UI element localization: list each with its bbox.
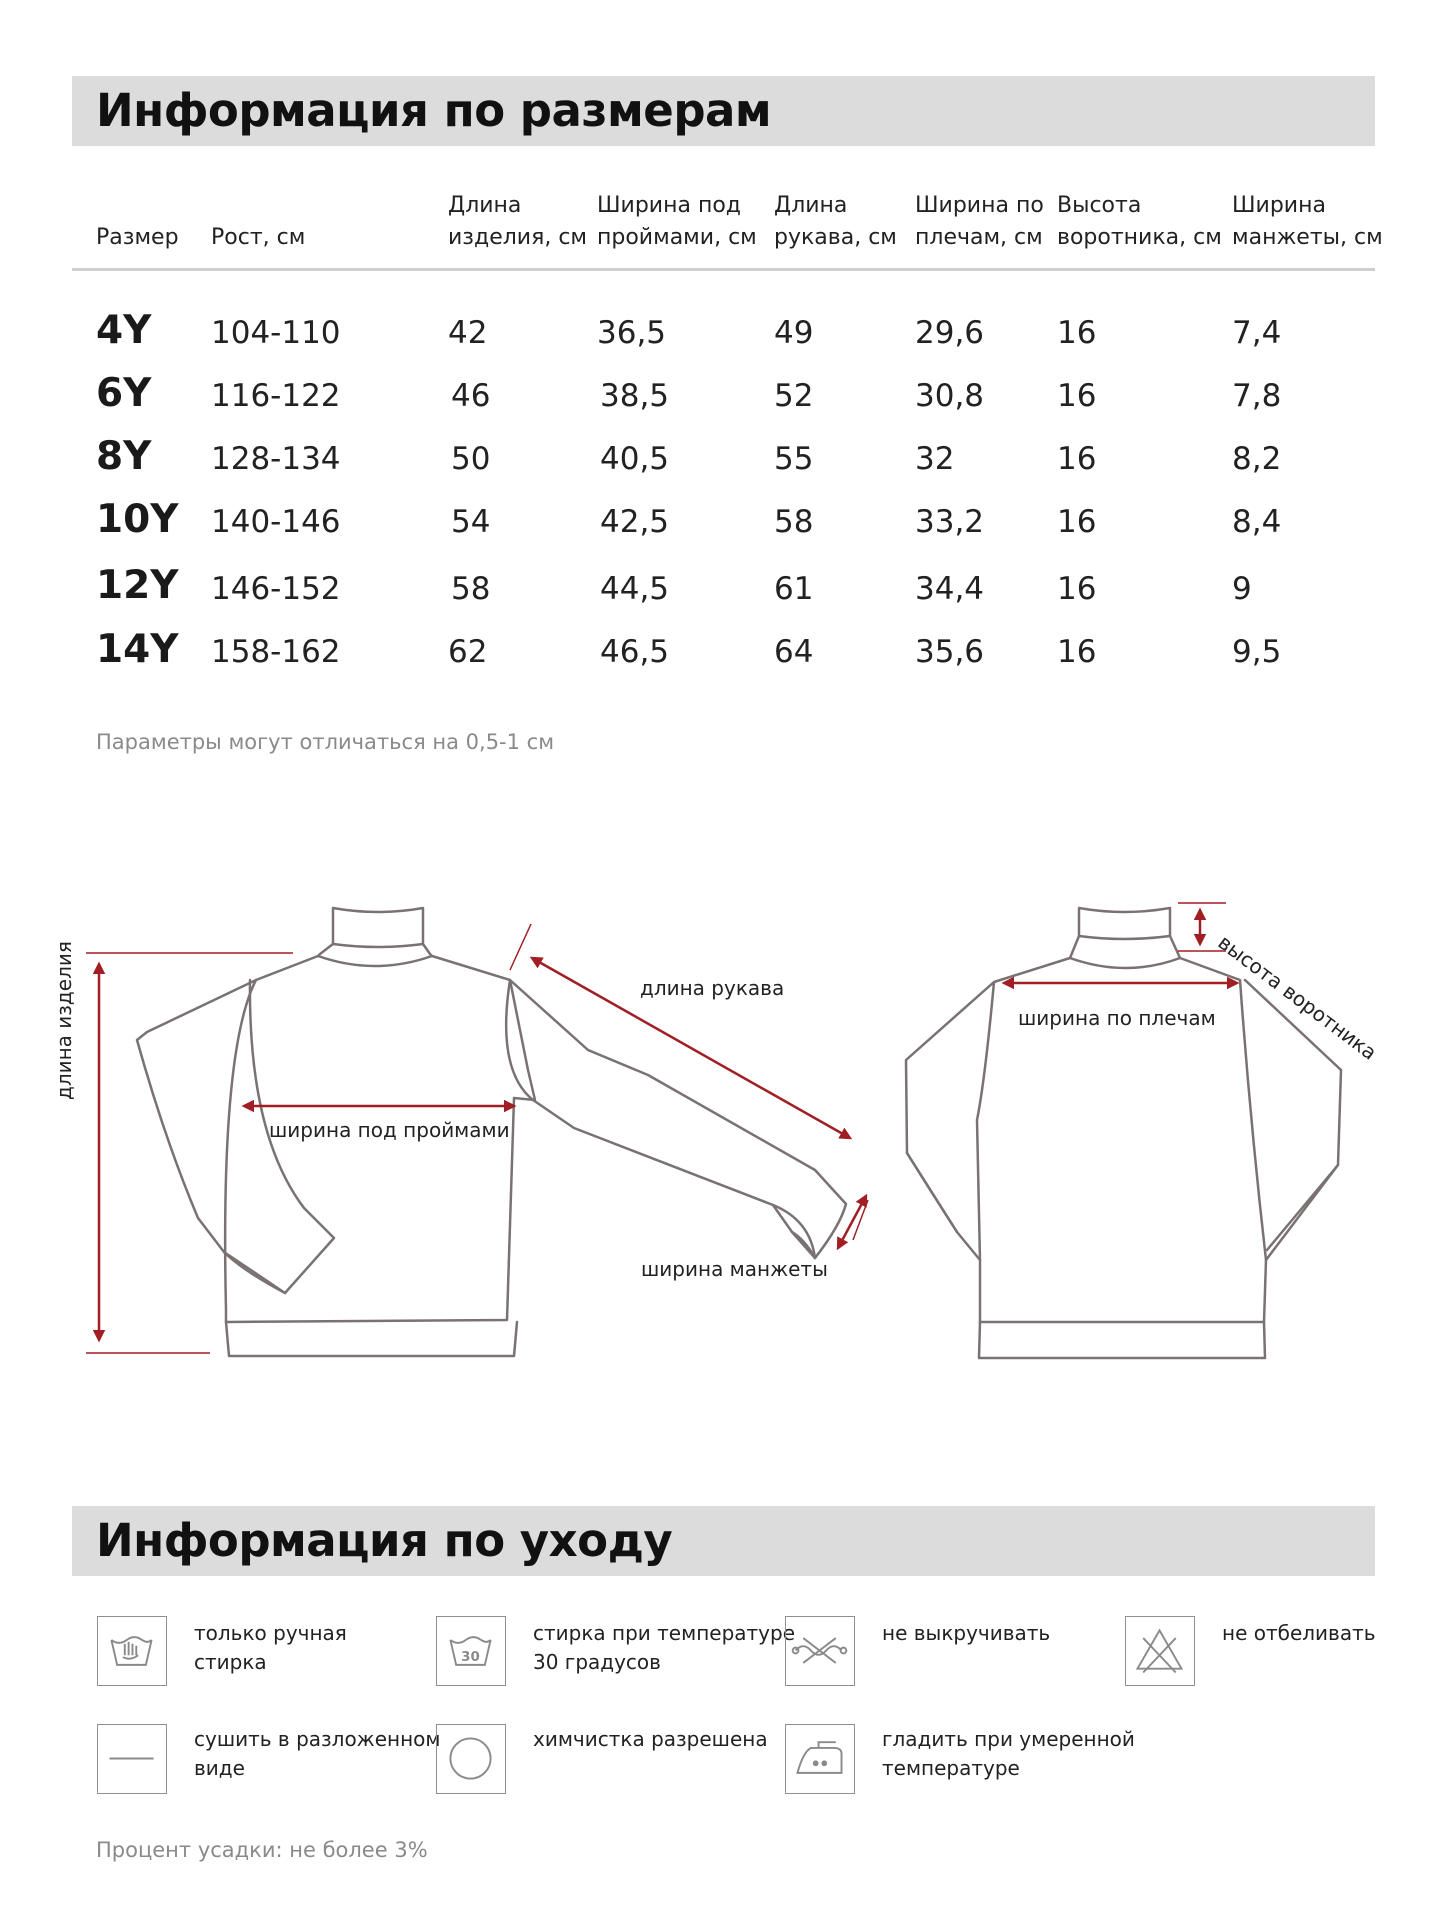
table-cell: 7,8 xyxy=(1232,378,1282,414)
table-cell: 35,6 xyxy=(915,634,985,670)
table-cell: 64 xyxy=(774,634,814,670)
dry-clean-icon xyxy=(436,1724,506,1794)
svg-text:30: 30 xyxy=(461,1650,480,1666)
table-cell: 40,5 xyxy=(600,441,670,477)
size-cell: 8Y xyxy=(96,434,152,479)
no-bleach-icon xyxy=(1125,1616,1195,1686)
table-cell: 34,4 xyxy=(915,571,985,607)
table-cell: 44,5 xyxy=(600,571,670,607)
size-cell: 14Y xyxy=(96,627,179,672)
table-cell: 16 xyxy=(1057,315,1097,351)
column-header-length: Длина изделия, см xyxy=(448,193,588,250)
column-header-cuff: Ширина манжеты, см xyxy=(1232,193,1383,250)
care-section-header xyxy=(72,1506,1375,1576)
table-cell: 42 xyxy=(448,315,488,351)
dimension-arrows xyxy=(86,903,1237,1353)
table-cell: 8,2 xyxy=(1232,441,1282,477)
care-text-wash-30: стирка при температуре 30 градусов xyxy=(533,1621,796,1674)
size-section-title: Информация по размерам xyxy=(96,84,772,137)
care-text-iron: гладить при умеренной температуре xyxy=(882,1727,1135,1780)
header-divider xyxy=(72,268,1375,271)
table-cell: 58 xyxy=(774,504,814,540)
table-cell: 38,5 xyxy=(600,378,670,414)
table-cell: 7,4 xyxy=(1232,315,1282,351)
column-header-collar: Высота воротника, см xyxy=(1057,193,1222,250)
table-cell: 62 xyxy=(448,634,488,670)
table-cell: 16 xyxy=(1057,571,1097,607)
hand-wash-icon xyxy=(97,1616,167,1686)
column-header-sleeve: Длина рукава, см xyxy=(774,193,897,250)
table-cell: 140-146 xyxy=(211,504,341,540)
size-cell: 10Y xyxy=(96,497,179,542)
care-section-title: Информация по уходу xyxy=(96,1514,673,1567)
label-chest: ширина под проймами xyxy=(269,1118,510,1142)
table-cell: 33,2 xyxy=(915,504,985,540)
no-wring-icon xyxy=(785,1616,855,1686)
label-collar: высота воротника xyxy=(1213,930,1382,1065)
size-cell: 12Y xyxy=(96,563,179,608)
label-length: длина изделия xyxy=(52,941,76,1100)
label-sleeve: длина рукава xyxy=(640,976,785,1000)
column-header-height: Рост, см xyxy=(211,225,306,250)
size-section-header xyxy=(72,76,1375,146)
care-text-hand-wash: только ручная стирка xyxy=(194,1621,347,1674)
table-cell: 49 xyxy=(774,315,814,351)
table-cell: 9 xyxy=(1232,571,1252,607)
table-cell: 8,4 xyxy=(1232,504,1282,540)
table-cell: 58 xyxy=(451,571,491,607)
table-cell: 29,6 xyxy=(915,315,985,351)
table-cell: 54 xyxy=(451,504,491,540)
table-cell: 104-110 xyxy=(211,315,341,351)
column-header-chest: Ширина под проймами, см xyxy=(597,193,757,250)
shrinkage-note: Процент усадки: не более 3% xyxy=(96,1838,428,1862)
table-cell: 52 xyxy=(774,378,814,414)
column-header-size: Размер xyxy=(96,225,179,250)
label-cuff: ширина манжеты xyxy=(641,1257,828,1281)
table-cell: 46 xyxy=(451,378,491,414)
care-text-dry-clean: химчистка разрешена xyxy=(533,1727,768,1751)
care-text-no-bleach: не отбеливать xyxy=(1222,1621,1376,1645)
care-text-no-wring: не выкручивать xyxy=(882,1621,1051,1645)
table-cell: 128-134 xyxy=(211,441,341,477)
table-cell: 16 xyxy=(1057,634,1097,670)
label-shoulders: ширина по плечам xyxy=(1018,1006,1216,1030)
iron-medium-icon xyxy=(785,1724,855,1794)
size-note: Параметры могут отличаться на 0,5-1 см xyxy=(96,730,555,754)
table-cell: 30,8 xyxy=(915,378,985,414)
table-cell: 146-152 xyxy=(211,571,341,607)
table-cell: 16 xyxy=(1057,441,1097,477)
table-cell: 16 xyxy=(1057,504,1097,540)
table-cell: 46,5 xyxy=(600,634,670,670)
table-cell: 32 xyxy=(915,441,955,477)
dry-flat-icon xyxy=(97,1724,167,1794)
table-cell: 42,5 xyxy=(600,504,670,540)
table-cell: 9,5 xyxy=(1232,634,1282,670)
wash-30-icon xyxy=(436,1616,506,1686)
table-cell: 16 xyxy=(1057,378,1097,414)
table-cell: 50 xyxy=(451,441,491,477)
table-cell: 158-162 xyxy=(211,634,341,670)
size-cell: 6Y xyxy=(96,371,152,416)
table-cell: 36,5 xyxy=(597,315,667,351)
table-cell: 55 xyxy=(774,441,814,477)
column-header-shoulders: Ширина по плечам, см xyxy=(915,193,1044,250)
size-cell: 4Y xyxy=(96,308,152,353)
care-text-dry-flat: сушить в разложенном виде xyxy=(194,1727,441,1780)
table-cell: 116-122 xyxy=(211,378,341,414)
table-cell: 61 xyxy=(774,571,814,607)
